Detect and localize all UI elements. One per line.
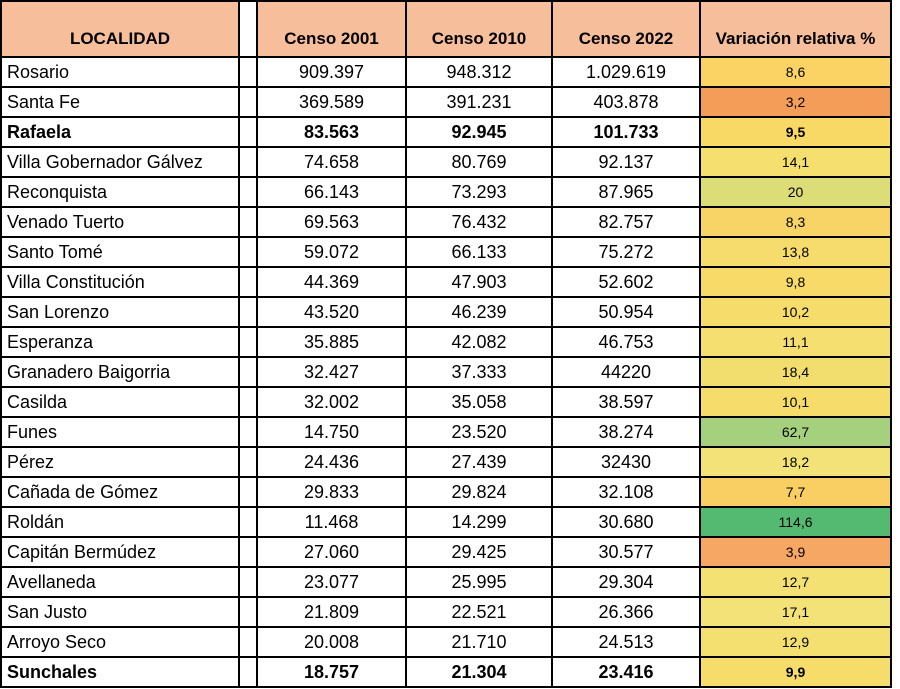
- cell-censo-2022: 38.597: [553, 388, 701, 418]
- cell-variacion: 18,4: [701, 358, 892, 388]
- cell-localidad: Cañada de Gómez: [2, 478, 240, 508]
- cell-censo-2022: 23.416: [553, 658, 701, 688]
- cell-censo-2010: 80.769: [407, 148, 553, 178]
- cell-censo-2022: 38.274: [553, 418, 701, 448]
- cell-censo-2010: 46.239: [407, 298, 553, 328]
- cell-censo-2022: 1.029.619: [553, 58, 701, 88]
- cell-censo-2001: 69.563: [258, 208, 407, 238]
- cell-variacion: 13,8: [701, 238, 892, 268]
- cell-censo-2010: 25.995: [407, 568, 553, 598]
- cell-localidad: Villa Gobernador Gálvez: [2, 148, 240, 178]
- cell-spacer: [240, 388, 258, 418]
- cell-censo-2022: 87.965: [553, 178, 701, 208]
- cell-variacion: 9,9: [701, 658, 892, 688]
- column-header-localidad: LOCALIDAD: [2, 2, 240, 58]
- cell-censo-2010: 23.520: [407, 418, 553, 448]
- cell-censo-2001: 83.563: [258, 118, 407, 148]
- cell-spacer: [240, 358, 258, 388]
- cell-localidad: Venado Tuerto: [2, 208, 240, 238]
- cell-spacer: [240, 328, 258, 358]
- cell-localidad: Avellaneda: [2, 568, 240, 598]
- cell-localidad: Casilda: [2, 388, 240, 418]
- cell-variacion: 9,8: [701, 268, 892, 298]
- cell-censo-2022: 29.304: [553, 568, 701, 598]
- cell-censo-2001: 44.369: [258, 268, 407, 298]
- cell-censo-2010: 35.058: [407, 388, 553, 418]
- cell-localidad: Reconquista: [2, 178, 240, 208]
- cell-censo-2010: 47.903: [407, 268, 553, 298]
- cell-localidad: Rosario: [2, 58, 240, 88]
- cell-censo-2022: 101.733: [553, 118, 701, 148]
- cell-variacion: 14,1: [701, 148, 892, 178]
- cell-localidad: Sunchales: [2, 658, 240, 688]
- cell-censo-2001: 66.143: [258, 178, 407, 208]
- cell-censo-2001: 32.002: [258, 388, 407, 418]
- cell-censo-2010: 29.824: [407, 478, 553, 508]
- cell-spacer: [240, 238, 258, 268]
- column-header-censo-2001: Censo 2001: [258, 2, 407, 58]
- cell-censo-2001: 18.757: [258, 658, 407, 688]
- cell-variacion: 11,1: [701, 328, 892, 358]
- cell-censo-2022: 30.577: [553, 538, 701, 568]
- cell-censo-2010: 76.432: [407, 208, 553, 238]
- cell-variacion: 7,7: [701, 478, 892, 508]
- cell-censo-2001: 59.072: [258, 238, 407, 268]
- cell-censo-2022: 32.108: [553, 478, 701, 508]
- cell-censo-2010: 42.082: [407, 328, 553, 358]
- cell-censo-2010: 22.521: [407, 598, 553, 628]
- cell-spacer: [240, 178, 258, 208]
- cell-spacer: [240, 118, 258, 148]
- cell-localidad: Santo Tomé: [2, 238, 240, 268]
- cell-variacion: 8,3: [701, 208, 892, 238]
- cell-localidad: Arroyo Seco: [2, 628, 240, 658]
- cell-spacer: [240, 448, 258, 478]
- cell-censo-2001: 11.468: [258, 508, 407, 538]
- cell-censo-2001: 24.436: [258, 448, 407, 478]
- cell-censo-2022: 403.878: [553, 88, 701, 118]
- cell-spacer: [240, 478, 258, 508]
- cell-variacion: 20: [701, 178, 892, 208]
- cell-variacion: 17,1: [701, 598, 892, 628]
- cell-localidad: Roldán: [2, 508, 240, 538]
- cell-censo-2010: 66.133: [407, 238, 553, 268]
- cell-localidad: Pérez: [2, 448, 240, 478]
- cell-localidad: Funes: [2, 418, 240, 448]
- cell-variacion: 3,2: [701, 88, 892, 118]
- column-header-censo-2022: Censo 2022: [553, 2, 701, 58]
- cell-localidad: Santa Fe: [2, 88, 240, 118]
- cell-censo-2022: 26.366: [553, 598, 701, 628]
- cell-censo-2022: 46.753: [553, 328, 701, 358]
- cell-censo-2010: 29.425: [407, 538, 553, 568]
- cell-spacer: [240, 568, 258, 598]
- cell-censo-2001: 32.427: [258, 358, 407, 388]
- cell-spacer: [240, 298, 258, 328]
- cell-spacer: [240, 268, 258, 298]
- cell-censo-2022: 82.757: [553, 208, 701, 238]
- cell-variacion: 10,1: [701, 388, 892, 418]
- cell-censo-2001: 27.060: [258, 538, 407, 568]
- cell-variacion: 10,2: [701, 298, 892, 328]
- cell-variacion: 12,9: [701, 628, 892, 658]
- cell-censo-2001: 909.397: [258, 58, 407, 88]
- cell-spacer: [240, 148, 258, 178]
- cell-variacion: 62,7: [701, 418, 892, 448]
- cell-variacion: 3,9: [701, 538, 892, 568]
- cell-localidad: Villa Constitución: [2, 268, 240, 298]
- cell-censo-2022: 92.137: [553, 148, 701, 178]
- cell-censo-2022: 50.954: [553, 298, 701, 328]
- cell-censo-2010: 14.299: [407, 508, 553, 538]
- cell-censo-2010: 37.333: [407, 358, 553, 388]
- cell-censo-2022: 32430: [553, 448, 701, 478]
- cell-censo-2010: 27.439: [407, 448, 553, 478]
- cell-censo-2010: 21.710: [407, 628, 553, 658]
- cell-censo-2001: 369.589: [258, 88, 407, 118]
- cell-spacer: [240, 208, 258, 238]
- cell-localidad: Rafaela: [2, 118, 240, 148]
- cell-spacer: [240, 658, 258, 688]
- cell-localidad: San Lorenzo: [2, 298, 240, 328]
- cell-spacer: [240, 538, 258, 568]
- cell-variacion: 9,5: [701, 118, 892, 148]
- cell-localidad: San Justo: [2, 598, 240, 628]
- column-header-variacion: Variación relativa %: [701, 2, 892, 58]
- cell-spacer: [240, 628, 258, 658]
- cell-localidad: Capitán Bermúdez: [2, 538, 240, 568]
- cell-censo-2022: 44220: [553, 358, 701, 388]
- cell-variacion: 18,2: [701, 448, 892, 478]
- cell-variacion: 114,6: [701, 508, 892, 538]
- cell-censo-2001: 43.520: [258, 298, 407, 328]
- cell-spacer: [240, 88, 258, 118]
- cell-censo-2001: 29.833: [258, 478, 407, 508]
- cell-censo-2010: 21.304: [407, 658, 553, 688]
- spacer-column-header: [240, 2, 258, 58]
- cell-censo-2010: 92.945: [407, 118, 553, 148]
- column-header-censo-2010: Censo 2010: [407, 2, 553, 58]
- cell-censo-2010: 73.293: [407, 178, 553, 208]
- cell-spacer: [240, 508, 258, 538]
- cell-spacer: [240, 598, 258, 628]
- cell-variacion: 12,7: [701, 568, 892, 598]
- cell-censo-2022: 52.602: [553, 268, 701, 298]
- cell-censo-2001: 74.658: [258, 148, 407, 178]
- cell-censo-2022: 75.272: [553, 238, 701, 268]
- cell-spacer: [240, 418, 258, 448]
- cell-censo-2001: 35.885: [258, 328, 407, 358]
- cell-censo-2022: 24.513: [553, 628, 701, 658]
- cell-censo-2001: 20.008: [258, 628, 407, 658]
- cell-spacer: [240, 58, 258, 88]
- cell-localidad: Granadero Baigorria: [2, 358, 240, 388]
- cell-censo-2001: 23.077: [258, 568, 407, 598]
- cell-censo-2022: 30.680: [553, 508, 701, 538]
- cell-censo-2010: 948.312: [407, 58, 553, 88]
- cell-censo-2010: 391.231: [407, 88, 553, 118]
- cell-localidad: Esperanza: [2, 328, 240, 358]
- cell-censo-2001: 14.750: [258, 418, 407, 448]
- cell-censo-2001: 21.809: [258, 598, 407, 628]
- cell-variacion: 8,6: [701, 58, 892, 88]
